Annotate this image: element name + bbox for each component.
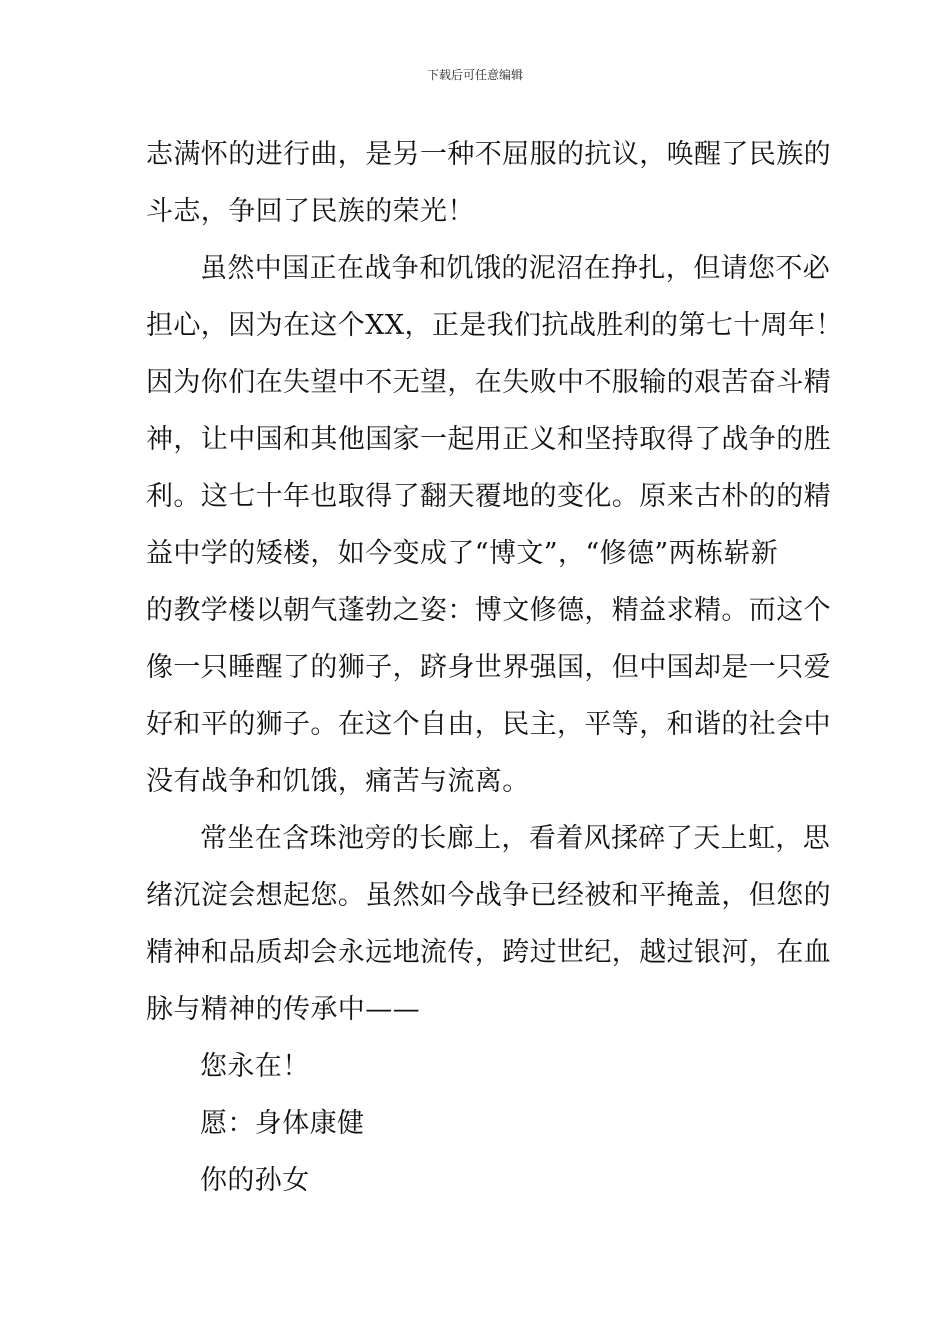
text-line: 没有战争和饥饿，痛苦与流离。 (146, 766, 530, 797)
text-line: 像一只睡醒了的狮子，跻身世界强国，但中国却是一只爱 (146, 652, 831, 683)
closing-line: 您永在！ (200, 1051, 310, 1082)
page-header-note: 下载后可任意编辑 (426, 68, 523, 82)
text-line: 常坐在含珠池旁的长廊上，看着风揉碎了天上虹，思 (200, 823, 831, 854)
text-line: 担心，因为在这个XX，正是我们抗战胜利的第七十周年！ (146, 310, 843, 341)
signature-line: 你的孙女 (200, 1165, 310, 1196)
text-line: 神，让中国和其他国家一起用正义和坚持取得了战争的胜 (146, 424, 831, 455)
text-line: 因为你们在失望中不无望，在失败中不服输的艰苦奋斗精 (146, 367, 831, 398)
text-line: 虽然中国正在战争和饥饿的泥沼在挣扎，但请您不必 (200, 253, 831, 284)
text-line: 志满怀的进行曲，是另一种不屈服的抗议，唤醒了民族的 (146, 139, 831, 170)
text-line: 的教学楼以朝气蓬勃之姿：博文修德，精益求精。而这个 (146, 595, 831, 626)
letter-body (146, 126, 843, 1209)
text-line: 绪沉淀会想起您。虽然如今战争已经被和平掩盖，但您的 (146, 880, 831, 911)
text-line: 益中学的矮楼，如今变成了“博文”，“修德”两栋崭新 (146, 538, 779, 569)
text-line: 斗志，争回了民族的荣光！ (146, 196, 475, 227)
text-line: 精神和品质却会永远地流传，跨过世纪，越过银河，在血 (146, 937, 831, 968)
closing-wish: 愿：身体康健 (200, 1108, 365, 1139)
text-line: 脉与精神的传承中—— (146, 994, 420, 1025)
text-line: 利。这七十年也取得了翻天覆地的变化。原来古朴的的精 (146, 481, 831, 512)
text-line: 好和平的狮子。在这个自由，民主，平等，和谐的社会中 (146, 709, 831, 740)
